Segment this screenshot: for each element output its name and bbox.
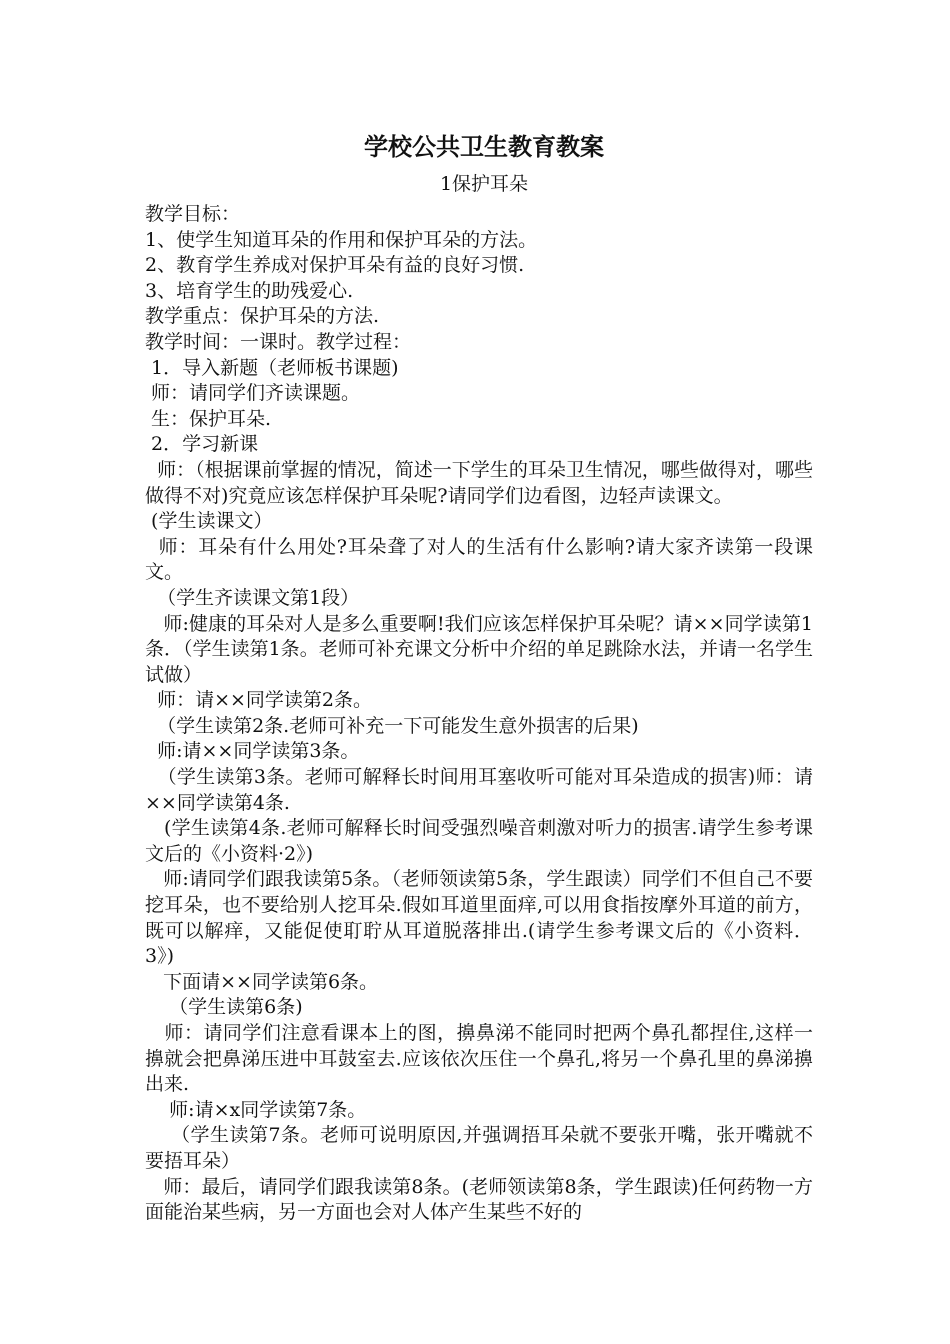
body-paragraph: （学生读第6条) bbox=[145, 996, 303, 1019]
document-page bbox=[145, 128, 813, 1226]
body-paragraph: 师：请××同学读第2条。 bbox=[145, 689, 373, 712]
body-paragraph: 师：耳朵有什么用处?耳朵聋了对人的生活有什么影响?请大家齐读第一段课文。 bbox=[145, 535, 813, 584]
body-paragraph: 教学重点：保护耳朵的方法. bbox=[145, 305, 380, 328]
document-subtitle: 1保护耳朵 bbox=[439, 173, 529, 195]
body-paragraph: 师:健康的耳朵对人是多么重要啊!我们应该怎样保护耳朵呢？请××同学读第1条．（学生读第1条。老师可补充课文分析中介绍的单足跳除水法，并请一名学生试做） bbox=[145, 612, 813, 686]
body-paragraph: (学生读课文） bbox=[145, 510, 273, 533]
body-paragraph: 生：保护耳朵. bbox=[145, 407, 272, 430]
body-paragraph: （学生读第2条.老师可补充一下可能发生意外损害的后果) bbox=[145, 714, 639, 737]
body-paragraph: 1、使学生知道耳朵的作用和保护耳朵的方法。 bbox=[145, 228, 538, 251]
body-paragraph: 师：请同学们齐读课题。 bbox=[145, 382, 361, 405]
body-paragraph: 师:请××同学读第3条。 bbox=[145, 740, 360, 763]
body-paragraph: 师：（根据课前掌握的情况，简述一下学生的耳朵卫生情况，哪些做得对，哪些做得不对)究竟应该怎样保护耳朵呢?请同学们边看图，边轻声读课文。 bbox=[145, 458, 813, 507]
body-paragraph: (学生读第4条.老师可解释长时间受强烈噪音刺激对听力的损害.请学生参考课文后的《小资料·2》) bbox=[145, 817, 813, 865]
body-paragraph: （学生齐读课文第1段） bbox=[145, 586, 360, 609]
body-paragraph: 师:请同学们跟我读第5条。（老师领读第5条，学生跟读）同学们不但自己不要挖耳朵，也不要给别人挖耳朵.假如耳道里面痒,可以用食指按摩外耳道的前方，既可以解痒，又能促使耵聍从耳道脱落排出.(请学生参考课文后的《小资料．3》) bbox=[145, 868, 813, 968]
body-paragraph: 3、培育学生的助残爱心. bbox=[145, 279, 354, 302]
body-paragraph: 师：最后，请同学们跟我读第8条。(老师领读第8条，学生跟读)任何药物一方面能治某些病，另一方面也会对人体产生某些不好的 bbox=[145, 1175, 813, 1224]
body-paragraph: 下面请××同学读第6条。 bbox=[145, 970, 379, 993]
body-paragraph: 1．导入新题（老师板书课题) bbox=[145, 356, 399, 379]
body-paragraph: 师:请×x同学读第7条。 bbox=[145, 1098, 367, 1121]
body-paragraph: 2．学习新课 bbox=[145, 433, 259, 456]
body-paragraph: （学生读第3条。老师可解释长时间用耳塞收听可能对耳朵造成的损害)师：请××同学读第4条. bbox=[145, 766, 813, 814]
document-body bbox=[145, 202, 813, 1226]
body-paragraph: 师：请同学们注意看课本上的图，擤鼻涕不能同时把两个鼻孔都捏住,这样一擤就会把鼻涕压进中耳鼓室去.应该依次压住一个鼻孔,将另一个鼻孔里的鼻涕擤出来. bbox=[145, 1022, 813, 1096]
document-title: 学校公共卫生教育教案 bbox=[364, 133, 604, 161]
body-paragraph: 教学时间：一课时。教学过程： bbox=[145, 330, 412, 353]
body-paragraph: （学生读第7条。老师可说明原因,并强调捂耳朵就不要张开嘴，张开嘴就不要捂耳朵） bbox=[145, 1124, 813, 1172]
body-paragraph: 2、教育学生养成对保护耳朵有益的良好习惯. bbox=[145, 254, 525, 277]
body-paragraph: 教学目标： bbox=[145, 203, 241, 225]
